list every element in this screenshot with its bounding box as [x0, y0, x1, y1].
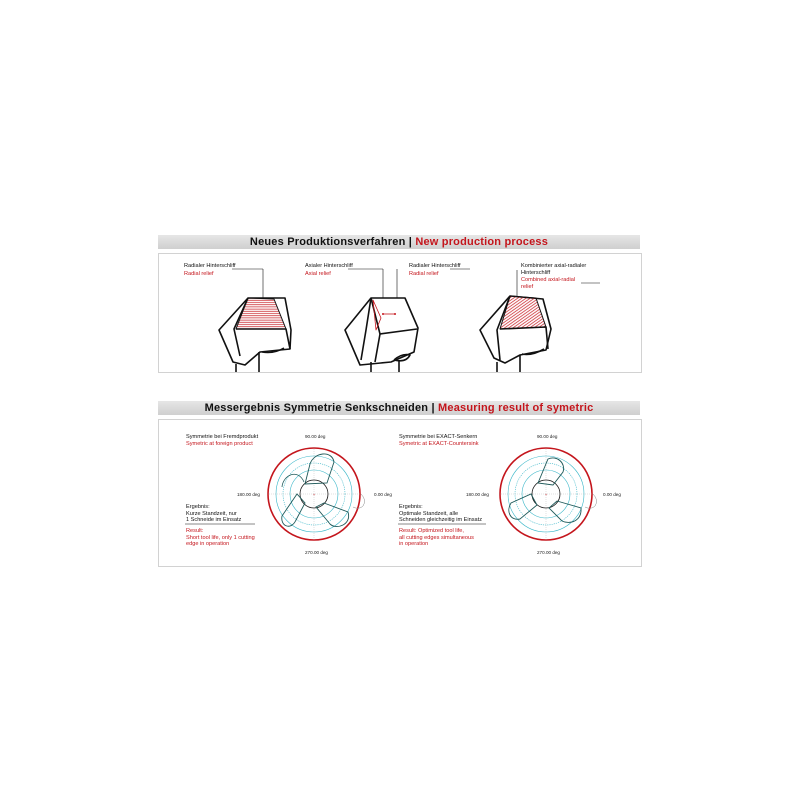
plot2-angle-bottom: 270.00 deg	[537, 550, 560, 555]
plot2-result-de-3: Schneiden gleichzeitig im Einsatz	[399, 517, 483, 523]
plot1-result-de-1: Ergebnis:	[186, 504, 210, 510]
plot2-title-en: Symetric at EXACT-Countersink	[399, 441, 479, 447]
tool2-label-en: Axial relief	[305, 271, 331, 277]
plot2-angle-top: 90.00 deg	[537, 434, 558, 439]
tool1-label-en: Radial relief	[184, 271, 214, 277]
banner-title-en: New production process	[415, 236, 549, 248]
plot1-angle-right: 0.00 deg	[374, 492, 392, 497]
plot2-result-de-2: Optimale Standzeit, alle	[399, 510, 459, 517]
svg-text:+: +	[544, 492, 548, 497]
banner2-separator: |	[431, 402, 435, 414]
plot1-result-de-3: 1 Schneide im Einsatz	[186, 517, 242, 523]
plot2-angle-right: 0.00 deg	[603, 492, 621, 497]
tool2-label-de: Axialer Hinterschliff	[305, 263, 353, 269]
plot1-result-en-3: edge in operation	[186, 541, 230, 547]
banner2-title-de: Messergebnis Symmetrie Senkschneiden	[204, 402, 429, 414]
tool4-label-en-2: relief	[521, 283, 534, 290]
plot2-result-de-1: Ergebnis:	[399, 504, 423, 510]
polar-plot-2	[499, 447, 597, 541]
plot1-angle-left: 180.00 deg	[237, 492, 260, 497]
plot2-title-de: Symmetrie bei EXACT-Senkern	[399, 434, 478, 440]
svg-text:+: +	[312, 492, 316, 497]
plot1-title-de: Symmetrie bei Fremdprodukt	[186, 434, 259, 440]
plot1-angle-top: 90.00 deg	[305, 434, 326, 439]
plot2-result-en-1: Result: Optimized tool life,	[399, 528, 464, 534]
polar-plot-1	[267, 447, 365, 541]
tool1-label-de: Radialer Hinterschliff	[184, 263, 236, 269]
tool4-label-de-1: Kombinierter axial-radialer	[521, 263, 587, 269]
plot1-angle-bottom: 270.00 deg	[305, 550, 328, 555]
banner-title-de: Neues Produktionsverfahren	[249, 236, 406, 248]
plot1-result-de-2: Kurze Standzeit, nur	[186, 510, 237, 517]
banner-separator: |	[408, 236, 413, 248]
plot2-result-en-3: in operation	[399, 541, 429, 547]
plot2-angle-left: 180.00 deg	[466, 492, 489, 497]
tool3-label-en: Radial relief	[409, 271, 439, 277]
banner2-title-en: Measuring result of symetric	[438, 402, 594, 414]
tool4-label-de-2: Hinterschliff	[521, 269, 551, 276]
tool3-label-de: Radialer Hinterschliff	[409, 263, 461, 269]
plot1-result-en-1: Result:	[186, 528, 204, 534]
plot1-result-en-2: Short tool life, only 1 cutting	[186, 534, 255, 541]
plot2-result-en-2: all cutting edges simultaneous	[399, 534, 474, 541]
plot1-title-en: Symetric at foreign product	[186, 441, 253, 447]
tool4-label-en-1: Combined axial-radial	[521, 277, 576, 283]
